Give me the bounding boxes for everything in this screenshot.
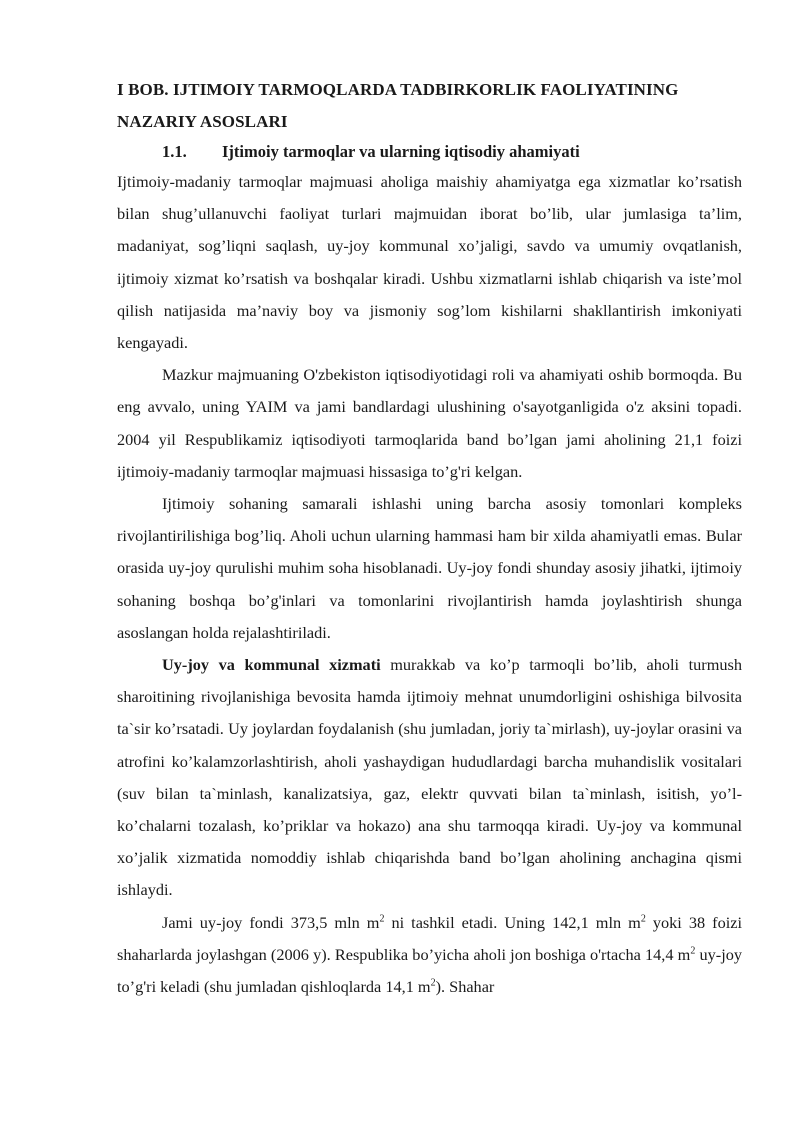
paragraph-1: Ijtimoiy-madaniy tarmoqlar majmuasi aholiga maishiy ahamiyatga ega xizmatlar ko’rsatish bilan shug’ullanuvchi faoliyat turlari majmuidan iborat bo’lib, ular jumlasiga ta’lim, madaniyat, sog’liqni saqlash, uy-joy kommunal xo’jaligi, savdo va umumiy ovqatlanish, ijtimoiy xizmat ko’rsatish va boshqalar kiradi. Ushbu xizmatlarni ishlab chiqarish va iste’mol qilish natijasida ma’naviy boy va jismoniy sog’lom kishilarni shakllantirish imkoniyati kengayadi. [117, 172, 742, 353]
section-heading [117, 138, 742, 166]
paragraph-5-text-e: ). Shahar [435, 977, 495, 997]
chapter-title: I BOB. IJTIMOIY TARMOQLARDA TADBIRKORLIK FAOLIYATINING NAZARIY ASOSLARI [117, 80, 679, 131]
paragraph-2: Mazkur majmuaning O'zbekiston iqtisodiyotidagi roli va ahamiyati oshib bormoqda. Bu eng avvalo, uning YAIM va jami bandlardagi ulushining o'sayotganligida o'z aksini topadi. 2004 yil Respublikamiz iqtisodiyoti tarmoqlarida band bo’lgan jami aholining 21,1 foizi ijtimoiy-madaniy tarmoqlar majmuasi hissasiga to’g'ri kelgan. [117, 365, 742, 481]
section-number: 1.1. [162, 142, 187, 161]
paragraph-5-text-b: ni tashkil etadi. Uning 142,1 mln m [384, 912, 641, 932]
paragraph-3: Ijtimoiy sohaning samarali ishlashi uning barcha asosiy tomonlari kompleks rivojlantirilishiga bog’liq. Aholi uchun ularning hammasi ham bir xilda ahamiyatli emas. Bular orasida uy-joy qurulishi muhim soha hisoblanadi. Uy-joy fondi shunday asosiy jihatki, ijtimoiy sohaning boshqa bo’g'inlari va tomonlarini rivojlantirish hamda joylashtirish shunga asoslangan holda rejalashtiriladi. [117, 494, 742, 642]
paragraph-5-text-a: Jami uy-joy fondi 373,5 mln m [162, 912, 380, 932]
superscript: 2 [379, 913, 385, 925]
paragraph-5-text-c: yoki 38 foizi shaharlarda joylashgan (2006 y). Respublika bo’yicha aholi jon boshiga o'rtacha 14,4 m [117, 912, 743, 964]
superscript: 2 [640, 913, 646, 925]
bold-term: Uy-joy va kommunal xizmati [162, 655, 381, 675]
superscript: 2 [690, 945, 696, 957]
document-page [117, 74, 742, 1003]
paragraph-5 [117, 907, 742, 1004]
section-title: Ijtimoiy tarmoqlar va ularning iqtisodiy ahamiyati [222, 142, 580, 161]
paragraph-4-text: murakkab va ko’p tarmoqli bo’lib, aholi turmush sharoitining rivojlanishiga bevosita hamda ijtimoiy mehnat unumdorligini oshishiga bilvosita ta`sir ko’rsatadi. Uy joylardan foydalanish (shu jumladan, joriy ta`mirlash), uy-joylar orasini va atrofini ko’kalamzorlashtirish, aholi yashaydigan hududlardagi barcha muhandislik vositalari (suv bilan ta`minlash, kanalizatsiya, gaz, elektr quvvati bilan ta`minlash, isitish, yo’l-ko’chalarni tozalash, ko’priklar va hokazo) ana shu tarmoqqa kiradi. Uy-joy va kommunal xo’jalik xizmatida nomoddiy ishlab chiqarishda band bo’lgan aholining anchagina qismi ishlaydi. [117, 655, 742, 900]
superscript: 2 [430, 977, 436, 989]
paragraph-5-text-d: uy-joy to’g'ri keladi (shu jumladan qishloqlarda 14,1 m [117, 944, 742, 997]
paragraph-4 [117, 649, 742, 907]
